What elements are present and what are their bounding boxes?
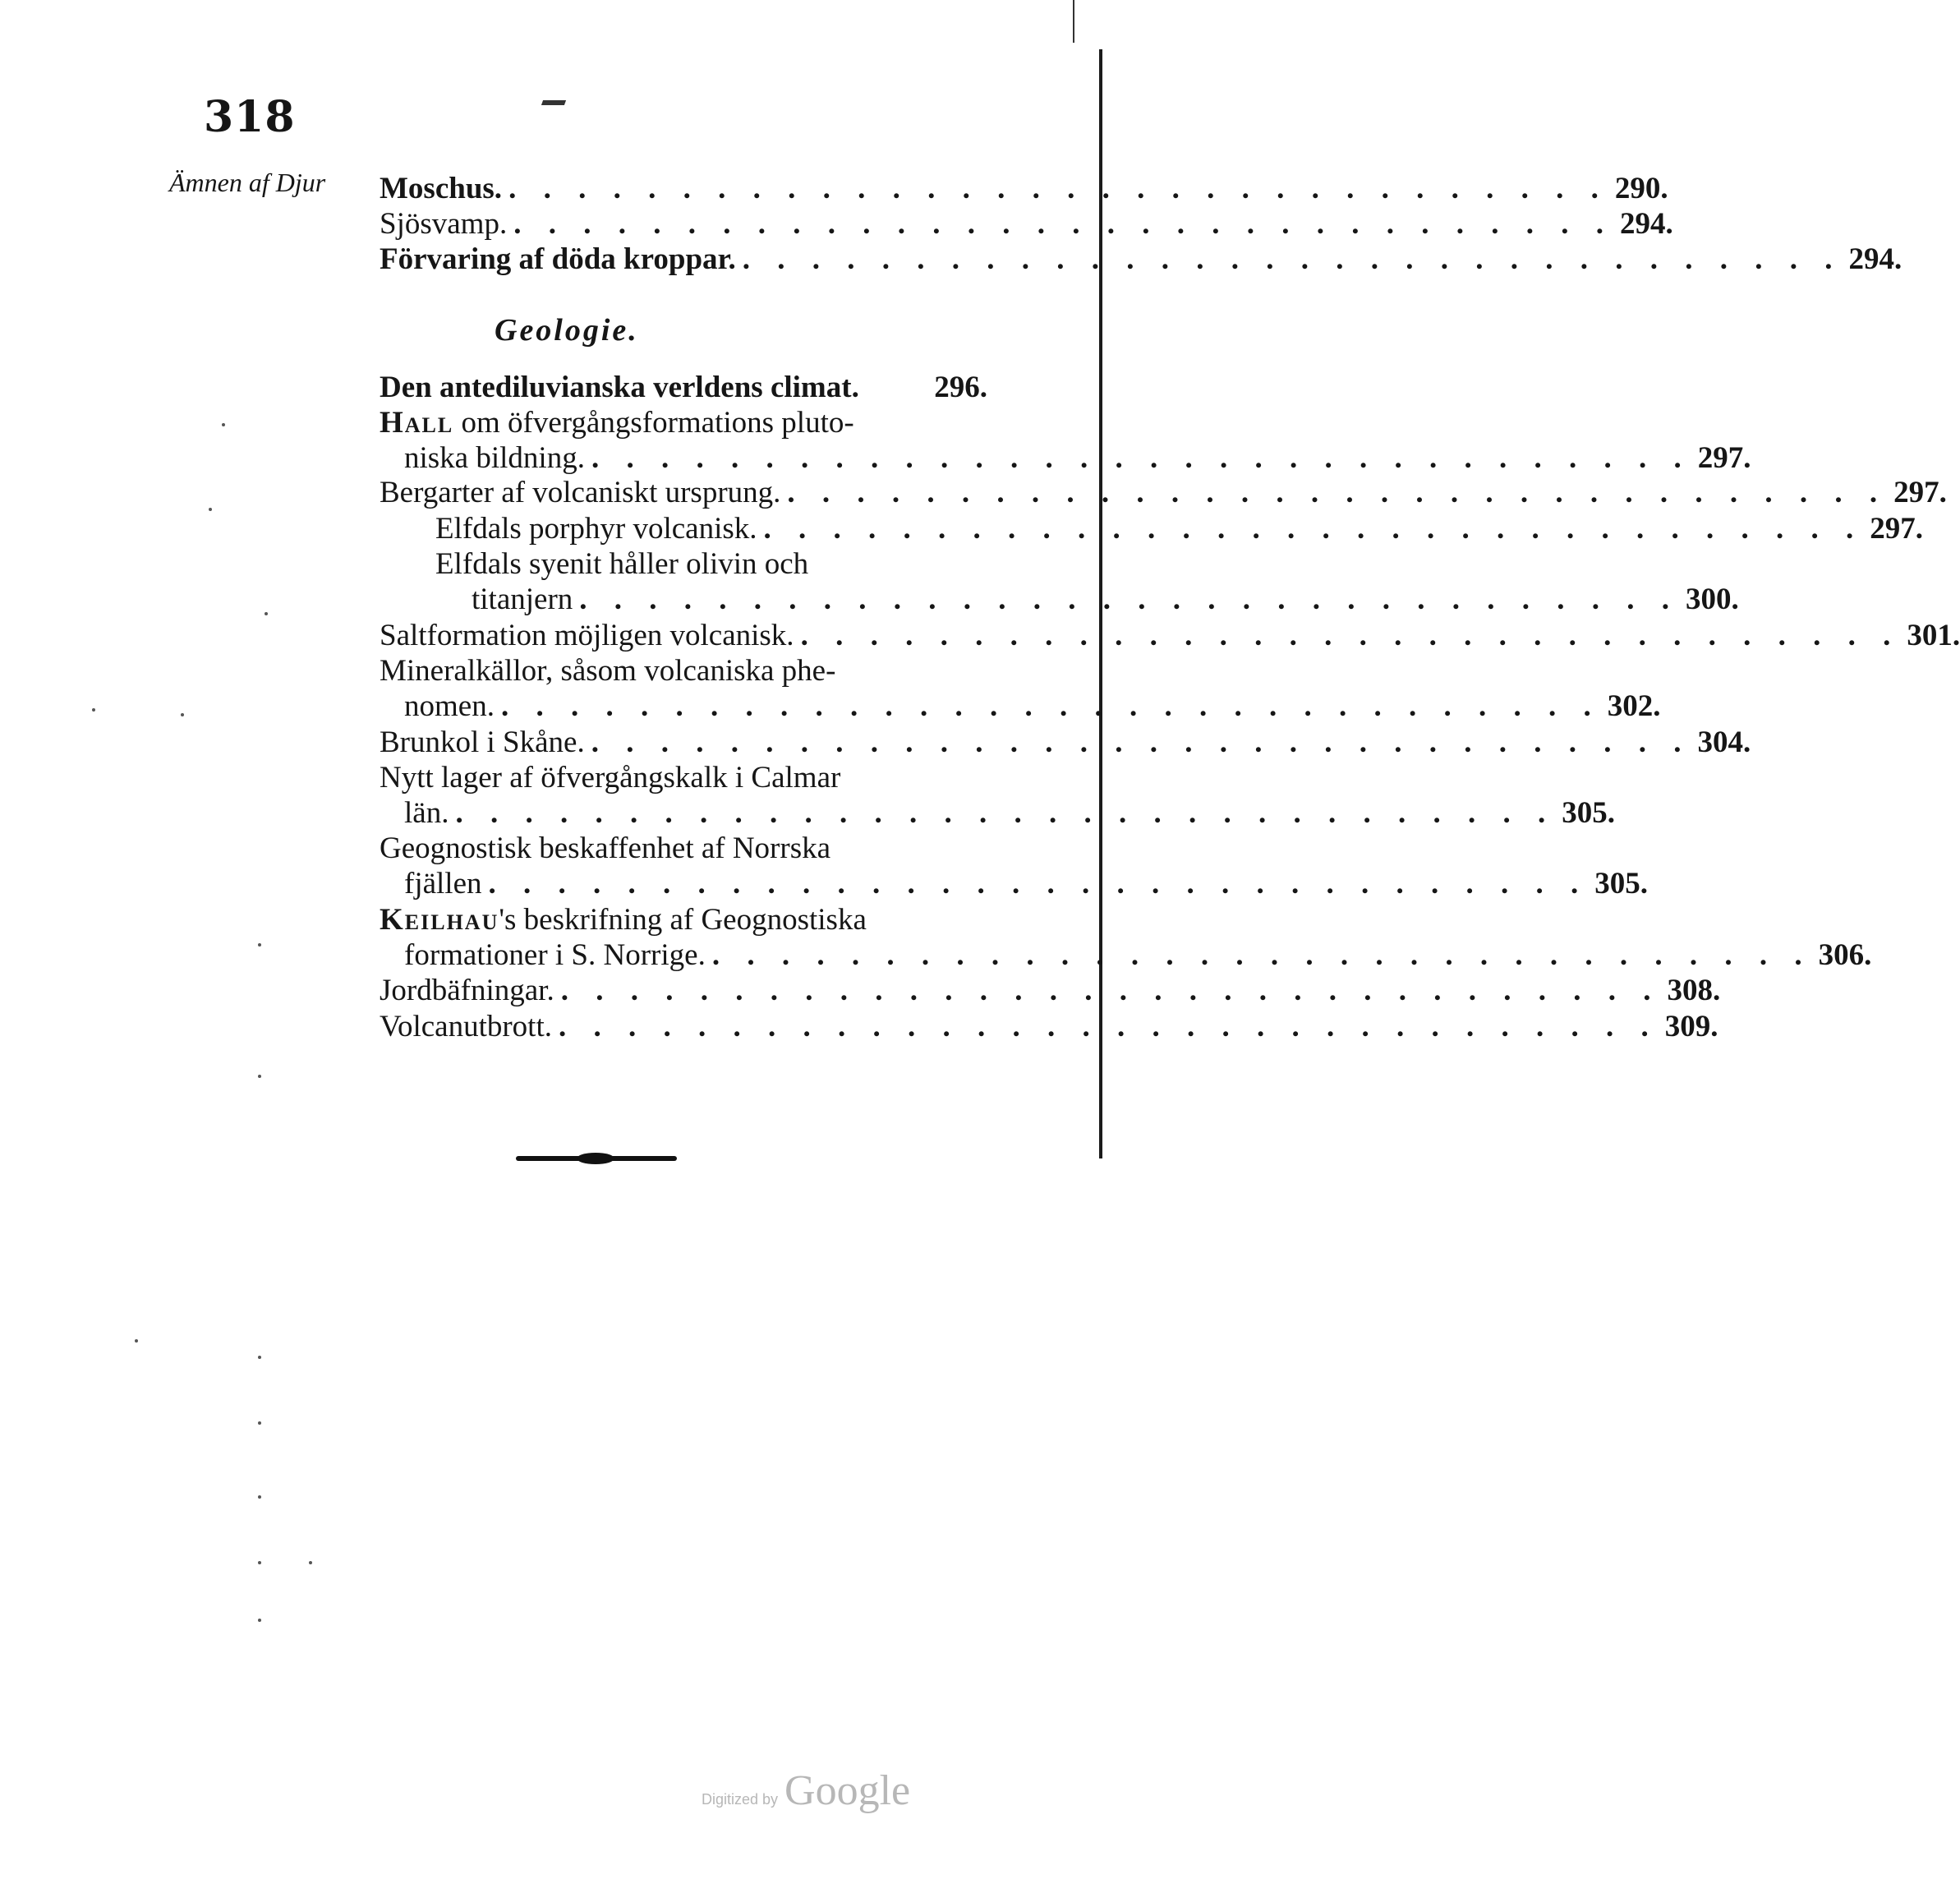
toc-entry-title: Jordbäfningar. (380, 974, 554, 1007)
toc-page-number: 309. (1664, 1010, 1718, 1043)
toc-entry-author: Hall (380, 406, 454, 440)
toc-row (380, 653, 987, 689)
toc-entry-title (380, 902, 867, 938)
toc-entry-title: Sjösvamp. (380, 207, 508, 241)
toc-entry-title: Nytt lager af öfvergångskalk i Calmar (380, 761, 841, 795)
toc-entry-title: Den antediluvianska verldens climat. (380, 371, 859, 404)
toc-row (380, 866, 1649, 902)
toc-entry (380, 171, 1668, 207)
toc-entry (380, 760, 987, 796)
toc-entry-title-text: om öfvergångsformations pluto- (453, 406, 854, 440)
toc-entry-title: Elfdals syenit håller olivin och (435, 547, 809, 581)
page-edge-mark (1073, 0, 1074, 43)
toc-row (380, 242, 1902, 278)
page-number: 318 (204, 92, 296, 142)
toc-row (380, 475, 1947, 511)
toc-row (380, 760, 987, 796)
toc-leader-dots: . . . . . . . . . . . . . . . . . . . . . . . . . . . . . . . . (763, 512, 1864, 546)
toc-entry (380, 937, 1872, 974)
section-label: Ämnen af Djur (169, 168, 326, 197)
ink-speck (135, 1339, 138, 1343)
ink-speck (181, 713, 184, 716)
toc-leader-dots: . . . . . . . . . . . . . . . . . . . . . . . . . . . . . . . . (591, 725, 1691, 759)
toc-entry-title: titanjern (472, 583, 573, 616)
toc-page-number: 297. (1870, 512, 1923, 546)
toc-entry (380, 831, 987, 867)
toc-entry (380, 511, 1923, 547)
toc-leader-dots: . . . . . . . . . . . . . . . . . . . . . . . . . . . . . . . . (560, 974, 1661, 1007)
toc-page-number: 301. (1907, 619, 1960, 652)
toc-entry (380, 1009, 1718, 1045)
toc-entry-title: nomen. (404, 689, 495, 723)
watermark-prefix: Digitized by (702, 1791, 779, 1808)
toc-leader-dots: . . . . . . . . . . . . . . . . . . . . . . . . . . . . . . . . (508, 172, 1608, 205)
toc-page-number: 308. (1667, 974, 1721, 1007)
toc-leader-dots: . . . . . . . . . . . . . . . . . . . . . . . . . . . . . . . . (742, 242, 1843, 276)
toc-entry-title: Volcanutbrott. (380, 1010, 552, 1043)
toc-leader-dots: . . . . . . . . . . . . . . . . . . . . . . . . . . . . . . . . (500, 689, 1601, 723)
toc-entry (380, 242, 1902, 278)
toc-entry-title: niska bildning. (404, 441, 585, 475)
ink-speck (265, 612, 268, 615)
toc-row (380, 511, 1923, 547)
ink-speck (309, 1561, 312, 1564)
toc-row (380, 582, 1739, 618)
toc-page-number: 297. (1697, 441, 1751, 475)
toc-entry (380, 866, 1649, 902)
toc-entry-title: Geognostisk beskaffenhet af Norrska (380, 831, 831, 865)
toc-entry-title (380, 405, 854, 441)
toc-leader-dots: . . . . . . . . . . . . . . . . . . . . . . . . . . . . . . . . (711, 938, 1812, 972)
header-ink-mark (541, 100, 566, 105)
ink-speck (258, 1619, 261, 1622)
toc-row (380, 831, 987, 867)
toc-row (380, 405, 987, 441)
toc-entry-title: län. (404, 796, 449, 830)
toc-entry-title: Saltformation möjligen volcanisk. (380, 619, 794, 652)
toc-page-number: 304. (1697, 725, 1751, 759)
toc-row (380, 171, 1668, 207)
toc-leader-dots: . . . . . . . . . . . . . . . . . . . . . . . . . . . . . . . . (787, 476, 1888, 509)
toc-row (380, 937, 1872, 974)
toc-row (380, 725, 1751, 761)
end-rule-ornament (577, 1153, 614, 1164)
toc-row (380, 618, 1960, 654)
section-heading-geologie: Geologie. (495, 313, 639, 348)
toc-page-number: 305. (1562, 796, 1615, 830)
toc-page-number: 296. (934, 371, 987, 404)
toc-page-number: 305. (1594, 867, 1649, 900)
toc-entry (380, 725, 1751, 761)
toc-row (380, 1009, 1718, 1045)
toc-leader-dots: . . . . . . . . . . . . . . . . . . . . . . . . . . . . . . . . (800, 619, 1901, 652)
toc-entry (380, 370, 987, 406)
ink-speck (258, 1561, 261, 1564)
toc-row (380, 546, 987, 583)
digitized-by-watermark (702, 1766, 910, 1815)
toc-leader-dots: . . . . . . . . . . . . . . . . . . . . . . . . . . . . . . . . (559, 1010, 1659, 1043)
toc-entry (380, 795, 1615, 831)
ink-speck (92, 708, 95, 712)
toc-row (380, 370, 987, 406)
toc-entry (380, 689, 1661, 725)
toc-entry (380, 902, 987, 938)
toc-entry-title: Brunkol i Skåne. (380, 725, 585, 759)
toc-entry (380, 973, 1721, 1009)
toc-entry-title: Elfdals porphyr volcanisk. (435, 512, 757, 546)
toc-page-number: 290. (1614, 172, 1668, 205)
ink-speck (222, 423, 225, 426)
toc-entry (380, 582, 1739, 618)
toc-page-number: 300. (1686, 583, 1739, 616)
toc-entry-title: formationer i S. Norrige. (404, 938, 706, 972)
ink-speck (258, 1075, 261, 1078)
toc-entry-title: Mineralkällor, såsom volcaniska phe- (380, 654, 836, 688)
toc-entry (380, 405, 987, 441)
ink-speck (258, 1356, 261, 1359)
toc-row (380, 689, 1661, 725)
ink-speck (258, 1421, 261, 1425)
toc-page-number: 297. (1893, 476, 1947, 509)
toc-entry-author: Keilhau (380, 903, 499, 937)
toc-entry (380, 440, 1751, 477)
toc-entry (380, 653, 987, 689)
toc-entry-title: Moschus. (380, 172, 503, 205)
toc-leader-dots: . . . . . . . . . . . . . . . . . . . . . . . . . . . . . . . . (579, 583, 1680, 616)
toc-leader-dots: . . . . . . . . . . . . . . . . . . . . . . . . . . . . . . . . (591, 441, 1691, 475)
ink-speck (258, 943, 261, 946)
toc-entry-title: Bergarter af volcaniskt ursprung. (380, 476, 781, 509)
ink-speck (258, 1495, 261, 1499)
toc-leader-dots: . . . . . . . . . . . . . . . . . . . . . . . . . . . . . . . . (455, 796, 1556, 830)
toc-page-number: 306. (1818, 938, 1872, 972)
toc-row (380, 973, 1721, 1009)
toc-row (380, 206, 1673, 242)
ink-speck (209, 508, 212, 511)
toc-entry (380, 206, 1673, 242)
toc-entry (380, 546, 987, 583)
toc-page-number: 302. (1607, 689, 1661, 723)
toc-row (380, 795, 1615, 831)
toc-page-number: 294. (1848, 242, 1902, 276)
toc-page-number: 294. (1619, 207, 1673, 241)
toc-entry-title: Förvaring af döda kroppar. (380, 242, 736, 276)
toc-entry-title-text: 's beskrifning af Geognostiska (499, 903, 867, 937)
toc-row (380, 440, 1751, 477)
toc-leader-dots: . . . . . . . . . . . . . . . . . . . . . . . . . . . . . . . . (488, 867, 1589, 900)
toc-entry (380, 618, 1960, 654)
toc-entry-title: fjällen (404, 867, 482, 900)
toc-leader-dots: . . . . . . . . . . . . . . . . . . . . . . . . . . . . . . . . (513, 207, 1613, 241)
toc-row (380, 902, 987, 938)
google-logo: Google (784, 1767, 911, 1814)
toc-entry (380, 475, 1947, 511)
